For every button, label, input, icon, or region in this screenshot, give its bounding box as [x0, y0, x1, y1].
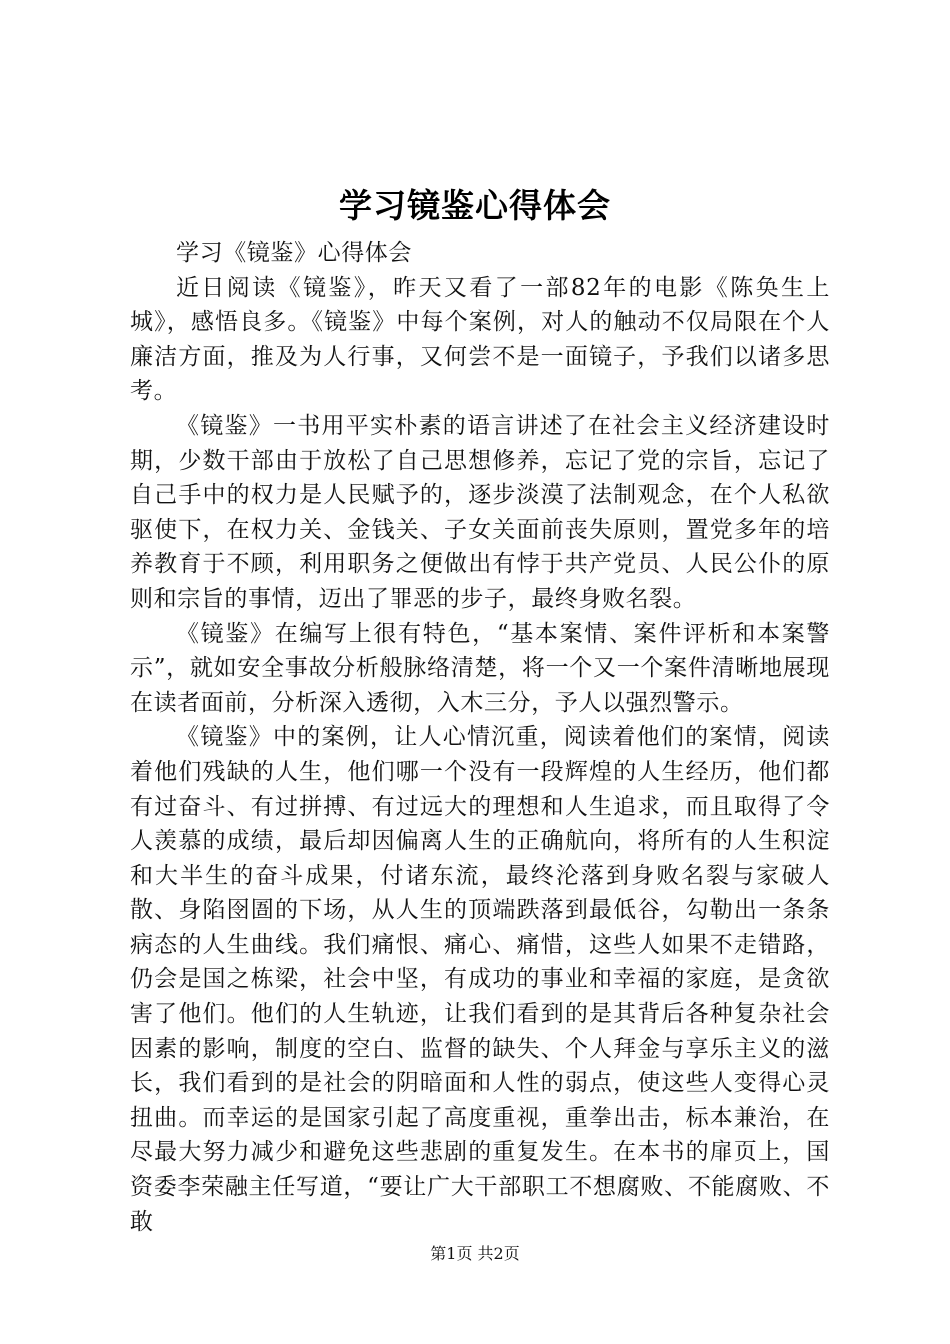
subtitle-paragraph: 学习《镜鉴》心得体会 [176, 240, 412, 266]
body-paragraph: 近日阅读《镜鉴》，昨天又看了一部82年的电影《陈奂生上城》，感悟良多。《镜鉴》中每个案例，对人的触动不仅局限在个人廉洁方面，推及为人行事，又何尝不是一面镜子，予我们以诸多思考。 [130, 274, 830, 405]
body-paragraph: 《镜鉴》在编写上很有特色，“基本案情、案件评析和本案警示”，就如安全事故分析般脉络清楚，将一个又一个案件清晰地展现在读者面前，分析深入透彻，入木三分，予人以强烈警示。 [130, 620, 830, 716]
page-number-footer: 第1页 共2页 [430, 1244, 520, 1263]
document-title: 学习镜鉴心得体会 [339, 186, 611, 225]
body-paragraph: 《镜鉴》一书用平实朴素的语言讲述了在社会主义经济建设时期，少数干部由于放松了自己思想修养，忘记了党的宗旨，忘记了自己手中的权力是人民赋予的，逐步淡漠了法制观念，在个人私欲驱使下，在权力关、金钱关、子女关面前丧失原则，置党多年的培养教育于不顾，利用职务之便做出有悖于共产党员、人民公仆的原则和宗旨的事情，迈出了罪恶的步子，最终身败名裂。 [130, 412, 830, 612]
body-paragraph: 《镜鉴》中的案例，让人心情沉重，阅读着他们的案情，阅读着他们残缺的人生，他们哪一个没有一段辉煌的人生经历，他们都有过奋斗、有过拼搏、有过远大的理想和人生追求，而且取得了令人羡慕的成绩，最后却因偏离人生的正确航向，将所有的人生积淀和大半生的奋斗成果，付诸东流，最终沦落到身败名裂与家破人散、身陷囹圄的下场，从人生的顶端跌落到最低谷，勾勒出一条条病态的人生曲线。我们痛恨、痛心、痛惜，这些人如果不走错路，仍会是国之栋梁，社会中坚，有成功的事业和幸福的家庭，是贪欲害了他们。他们的人生轨迹，让我们看到的是其背后各种复杂社会因素的影响，制度的空白、监督的缺失、个人拜金与享乐主义的滋长，我们看到的是社会的阴暗面和人性的弱点，使这些人变得心灵扭曲。而幸运的是国家引起了高度重视，重拳出击，标本兼治，在尽最大努力减少和避免这些悲剧的重复发生。在本书的扉页上，国资委李荣融主任写道，“要让广大干部职工不想腐败、不能腐败、不敢 [130, 724, 830, 1235]
document-body [130, 236, 830, 1239]
